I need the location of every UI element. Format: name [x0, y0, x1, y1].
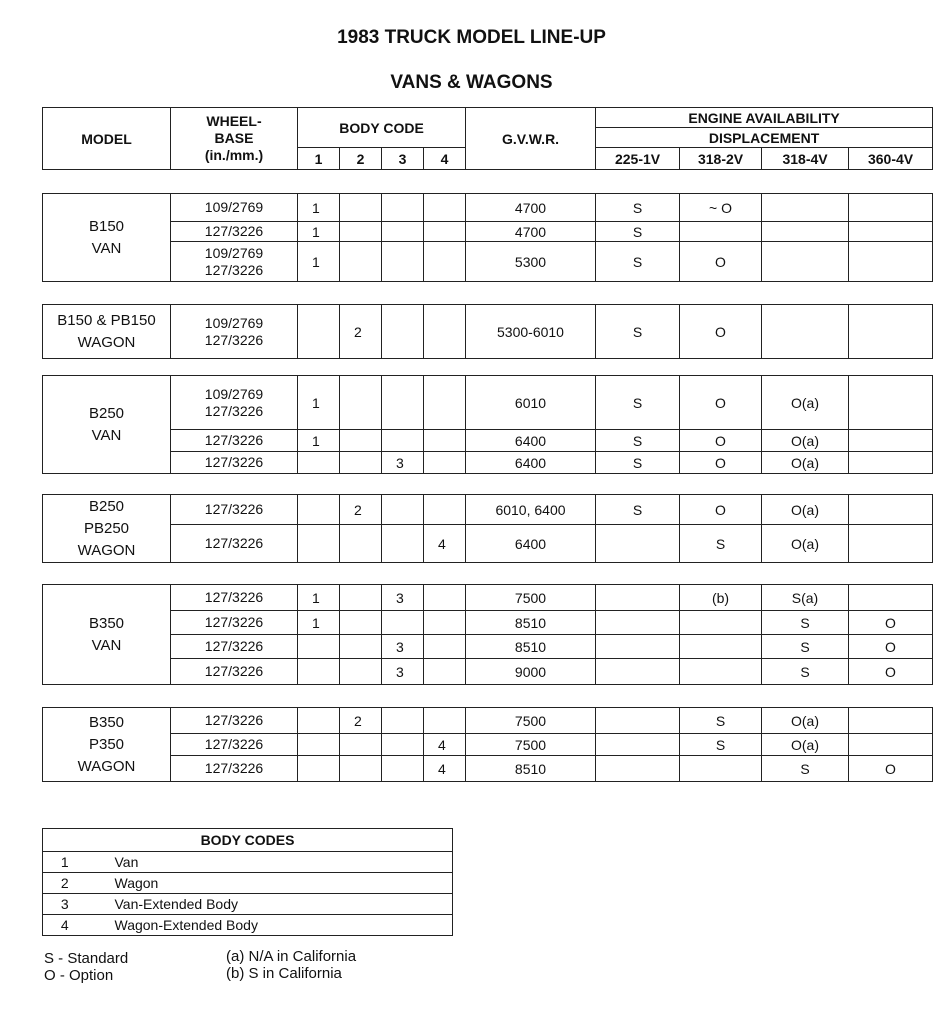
body-code-3-cell [382, 376, 424, 430]
gvwr-cell: 8510 [466, 756, 596, 782]
engine-360-4v-cell [849, 376, 933, 430]
wheelbase-cell: 127/3226 [171, 222, 298, 242]
footnotes [226, 948, 356, 982]
wheelbase-cell: 109/2769 [171, 194, 298, 222]
body-code-3-cell: 3 [382, 585, 424, 611]
body-code-3-cell [382, 495, 424, 525]
body-col-2: 2 [340, 148, 382, 170]
engine-318-2v-cell: O [680, 430, 762, 452]
table-row [43, 495, 933, 525]
body-code-3-cell [382, 611, 424, 635]
body-code-1-cell: 1 [298, 194, 340, 222]
body-code-4-cell [424, 194, 466, 222]
wheelbase-cell: 109/2769 127/3226 [171, 305, 298, 359]
engine-225-1v-cell: S [596, 242, 680, 282]
body-code-1-cell: 1 [298, 585, 340, 611]
body-code-1-cell [298, 659, 340, 685]
body-code-3-cell [382, 756, 424, 782]
body-code-1-cell [298, 708, 340, 734]
wheelbase-cell: 127/3226 [171, 611, 298, 635]
engine-360-4v-cell: O [849, 659, 933, 685]
body-code-2-cell: 2 [340, 708, 382, 734]
model-name-cell: B350 VAN [43, 585, 171, 685]
body-code-1-cell [298, 305, 340, 359]
engine-318-2v-cell: (b) [680, 585, 762, 611]
body-code-4-cell [424, 222, 466, 242]
table-row [43, 242, 933, 282]
body-code-1-cell [298, 452, 340, 474]
gvwr-cell: 6010 [466, 376, 596, 430]
engine-318-4v-cell: S [762, 659, 849, 685]
engine-318-4v-cell: S [762, 756, 849, 782]
engine-318-4v-cell [762, 194, 849, 222]
engine-225-1v-cell [596, 734, 680, 756]
engine-225-1v-cell [596, 635, 680, 659]
body-code-1-cell: 1 [298, 611, 340, 635]
engine-318-4v-cell: O(a) [762, 430, 849, 452]
body-code-3-cell [382, 305, 424, 359]
body-code-4-cell: 4 [424, 756, 466, 782]
engine-318-2v-cell: S [680, 708, 762, 734]
body-code-3-cell [382, 525, 424, 563]
note-a: (a) N/A in California [226, 948, 357, 965]
gvwr-cell: 9000 [466, 659, 596, 685]
body-code-2-cell [340, 585, 382, 611]
wheelbase-cell: 127/3226 [171, 734, 298, 756]
model-name-cell: B350 P350 WAGON [43, 708, 171, 782]
body-code-4-cell [424, 495, 466, 525]
model-group-table [42, 707, 933, 782]
note-standard: S - Standard [44, 950, 129, 967]
body-code-2-cell [340, 430, 382, 452]
engine-318-2v-cell [680, 756, 762, 782]
wheelbase-cell: 127/3226 [171, 452, 298, 474]
table-row [43, 756, 933, 782]
legend-row: 4 Wagon-Extended Body [43, 915, 453, 936]
body-codes-legend [42, 828, 453, 936]
engine-225-1v-cell [596, 585, 680, 611]
engine-318-4v-cell [762, 242, 849, 282]
body-code-3-cell [382, 734, 424, 756]
model-name-cell: B250 VAN [43, 376, 171, 474]
table-row [43, 635, 933, 659]
wheelbase-header: WHEEL- BASE (in./mm.) [171, 108, 298, 170]
wheelbase-cell: 127/3226 [171, 525, 298, 563]
body-code-2-cell: 2 [340, 495, 382, 525]
engine-360-4v-cell [849, 495, 933, 525]
table-row [43, 376, 933, 430]
engine-318-4v-cell: O(a) [762, 376, 849, 430]
engine-318-2v-cell: ~ O [680, 194, 762, 222]
engine-318-2v-cell: O [680, 376, 762, 430]
model-header: MODEL [43, 108, 171, 170]
table-row [43, 452, 933, 474]
engine-360-4v-cell [849, 708, 933, 734]
engine-360-4v-cell [849, 585, 933, 611]
legend-title: BODY CODES [43, 829, 453, 852]
engine-225-1v-cell: S [596, 194, 680, 222]
model-group-table [42, 584, 933, 685]
body-code-2-cell [340, 525, 382, 563]
engine-225-1v-cell [596, 525, 680, 563]
model-group-table [42, 375, 933, 474]
engine-360-4v-cell: O [849, 756, 933, 782]
engine-360-4v-cell [849, 452, 933, 474]
note-b: (b) S in California [226, 965, 342, 982]
engine-360-4v-cell [849, 525, 933, 563]
engine-318-4v-cell: S [762, 611, 849, 635]
body-code-2-cell [340, 376, 382, 430]
body-code-4-cell [424, 452, 466, 474]
engine-318-4v-cell: O(a) [762, 452, 849, 474]
body-code-2-cell [340, 194, 382, 222]
gvwr-cell: 7500 [466, 708, 596, 734]
engine-225-1v-cell [596, 708, 680, 734]
gvwr-cell: 4700 [466, 194, 596, 222]
gvwr-cell: 8510 [466, 611, 596, 635]
body-code-1-cell [298, 635, 340, 659]
engine-318-2v-cell: O [680, 242, 762, 282]
engine-318-2v-cell: O [680, 305, 762, 359]
body-code-2-cell: 2 [340, 305, 382, 359]
wheelbase-cell: 127/3226 [171, 756, 298, 782]
body-code-3-cell [382, 430, 424, 452]
engine-225-1v-cell [596, 659, 680, 685]
engine-360-4v-cell [849, 305, 933, 359]
body-code-4-cell [424, 635, 466, 659]
body-code-3-cell [382, 242, 424, 282]
table-row [43, 305, 933, 359]
body-code-4-cell: 4 [424, 525, 466, 563]
engine-225-1v-cell: S [596, 495, 680, 525]
table-row [43, 734, 933, 756]
body-col-4: 4 [424, 148, 466, 170]
wheelbase-cell: 127/3226 [171, 708, 298, 734]
body-code-2-cell [340, 635, 382, 659]
body-code-2-cell [340, 659, 382, 685]
gvwr-cell: 4700 [466, 222, 596, 242]
table-row [43, 222, 933, 242]
engine-318-2v-cell [680, 659, 762, 685]
note-option: O - Option [44, 967, 114, 984]
body-code-2-cell [340, 734, 382, 756]
displacement-header: DISPLACEMENT [596, 128, 933, 148]
body-code-4-cell [424, 242, 466, 282]
engine-318-4v-cell: O(a) [762, 495, 849, 525]
body-code-4-cell: 4 [424, 734, 466, 756]
model-group-table [42, 193, 933, 282]
body-code-1-cell [298, 734, 340, 756]
gvwr-cell: 5300-6010 [466, 305, 596, 359]
engine-318-2v-cell: O [680, 495, 762, 525]
engine-col-318-4v: 318-4V [762, 148, 849, 170]
header-table [42, 107, 933, 170]
gvwr-cell: 7500 [466, 585, 596, 611]
body-code-1-cell: 1 [298, 430, 340, 452]
body-code-3-cell: 3 [382, 635, 424, 659]
body-code-4-cell [424, 659, 466, 685]
model-name-cell: B150 VAN [43, 194, 171, 282]
table-row [43, 708, 933, 734]
wheelbase-cell: 109/2769 127/3226 [171, 242, 298, 282]
abbreviation-notes [44, 950, 128, 984]
engine-318-2v-cell [680, 635, 762, 659]
body-code-header: BODY CODE [298, 108, 466, 148]
page-subtitle: VANS & WAGONS [390, 72, 553, 93]
table-row [43, 525, 933, 563]
engine-360-4v-cell [849, 242, 933, 282]
body-code-2-cell [340, 222, 382, 242]
engine-225-1v-cell: S [596, 305, 680, 359]
engine-225-1v-cell: S [596, 222, 680, 242]
wheelbase-cell: 127/3226 [171, 635, 298, 659]
body-code-3-cell [382, 194, 424, 222]
body-code-4-cell [424, 305, 466, 359]
body-col-3: 3 [382, 148, 424, 170]
wheelbase-cell: 109/2769 127/3226 [171, 376, 298, 430]
engine-318-4v-cell: S(a) [762, 585, 849, 611]
engine-225-1v-cell [596, 756, 680, 782]
engine-360-4v-cell: O [849, 635, 933, 659]
engine-availability-header: ENGINE AVAILABILITY [596, 108, 933, 128]
body-code-2-cell [340, 242, 382, 282]
engine-col-360-4v: 360-4V [849, 148, 933, 170]
gvwr-header: G.V.W.R. [466, 108, 596, 170]
gvwr-cell: 8510 [466, 635, 596, 659]
body-code-3-cell [382, 708, 424, 734]
legend-row: 1 Van [43, 852, 453, 873]
engine-318-4v-cell [762, 305, 849, 359]
engine-318-2v-cell [680, 611, 762, 635]
wheelbase-cell: 127/3226 [171, 495, 298, 525]
body-code-1-cell: 1 [298, 242, 340, 282]
engine-225-1v-cell: S [596, 376, 680, 430]
engine-318-2v-cell [680, 222, 762, 242]
legend-row: 2 Wagon [43, 873, 453, 894]
body-code-1-cell [298, 525, 340, 563]
table-row [43, 194, 933, 222]
engine-318-4v-cell: O(a) [762, 734, 849, 756]
engine-318-2v-cell: S [680, 525, 762, 563]
engine-318-4v-cell: O(a) [762, 525, 849, 563]
body-code-4-cell [424, 430, 466, 452]
model-name-cell: B150 & PB150 WAGON [43, 305, 171, 359]
engine-col-318-2v: 318-2V [680, 148, 762, 170]
gvwr-cell: 6400 [466, 452, 596, 474]
engine-225-1v-cell: S [596, 430, 680, 452]
wheelbase-cell: 127/3226 [171, 659, 298, 685]
gvwr-cell: 5300 [466, 242, 596, 282]
body-code-2-cell [340, 452, 382, 474]
wheelbase-cell: 127/3226 [171, 430, 298, 452]
gvwr-cell: 6400 [466, 430, 596, 452]
wheelbase-cell: 127/3226 [171, 585, 298, 611]
body-code-4-cell [424, 376, 466, 430]
engine-318-2v-cell: S [680, 734, 762, 756]
engine-318-2v-cell: O [680, 452, 762, 474]
body-code-1-cell [298, 756, 340, 782]
table-row [43, 430, 933, 452]
body-code-4-cell [424, 611, 466, 635]
engine-360-4v-cell [849, 734, 933, 756]
gvwr-cell: 7500 [466, 734, 596, 756]
model-group-table [42, 494, 933, 563]
body-code-4-cell [424, 585, 466, 611]
model-name-cell: B250 PB250 WAGON [43, 495, 171, 563]
model-group-table [42, 304, 933, 359]
body-code-3-cell: 3 [382, 452, 424, 474]
body-code-1-cell: 1 [298, 222, 340, 242]
body-code-2-cell [340, 611, 382, 635]
body-code-3-cell [382, 222, 424, 242]
engine-360-4v-cell: O [849, 611, 933, 635]
body-code-3-cell: 3 [382, 659, 424, 685]
engine-360-4v-cell [849, 430, 933, 452]
table-row [43, 611, 933, 635]
body-code-2-cell [340, 756, 382, 782]
engine-318-4v-cell [762, 222, 849, 242]
body-code-1-cell: 1 [298, 376, 340, 430]
engine-318-4v-cell: O(a) [762, 708, 849, 734]
engine-360-4v-cell [849, 194, 933, 222]
engine-318-4v-cell: S [762, 635, 849, 659]
gvwr-cell: 6010, 6400 [466, 495, 596, 525]
engine-col-225-1v: 225-1V [596, 148, 680, 170]
body-code-1-cell [298, 495, 340, 525]
body-col-1: 1 [298, 148, 340, 170]
legend-row: 3 Van-Extended Body [43, 894, 453, 915]
engine-225-1v-cell: S [596, 452, 680, 474]
gvwr-cell: 6400 [466, 525, 596, 563]
engine-225-1v-cell [596, 611, 680, 635]
table-row [43, 659, 933, 685]
page-title: 1983 TRUCK MODEL LINE-UP [337, 27, 606, 48]
table-row [43, 585, 933, 611]
engine-360-4v-cell [849, 222, 933, 242]
body-code-4-cell [424, 708, 466, 734]
